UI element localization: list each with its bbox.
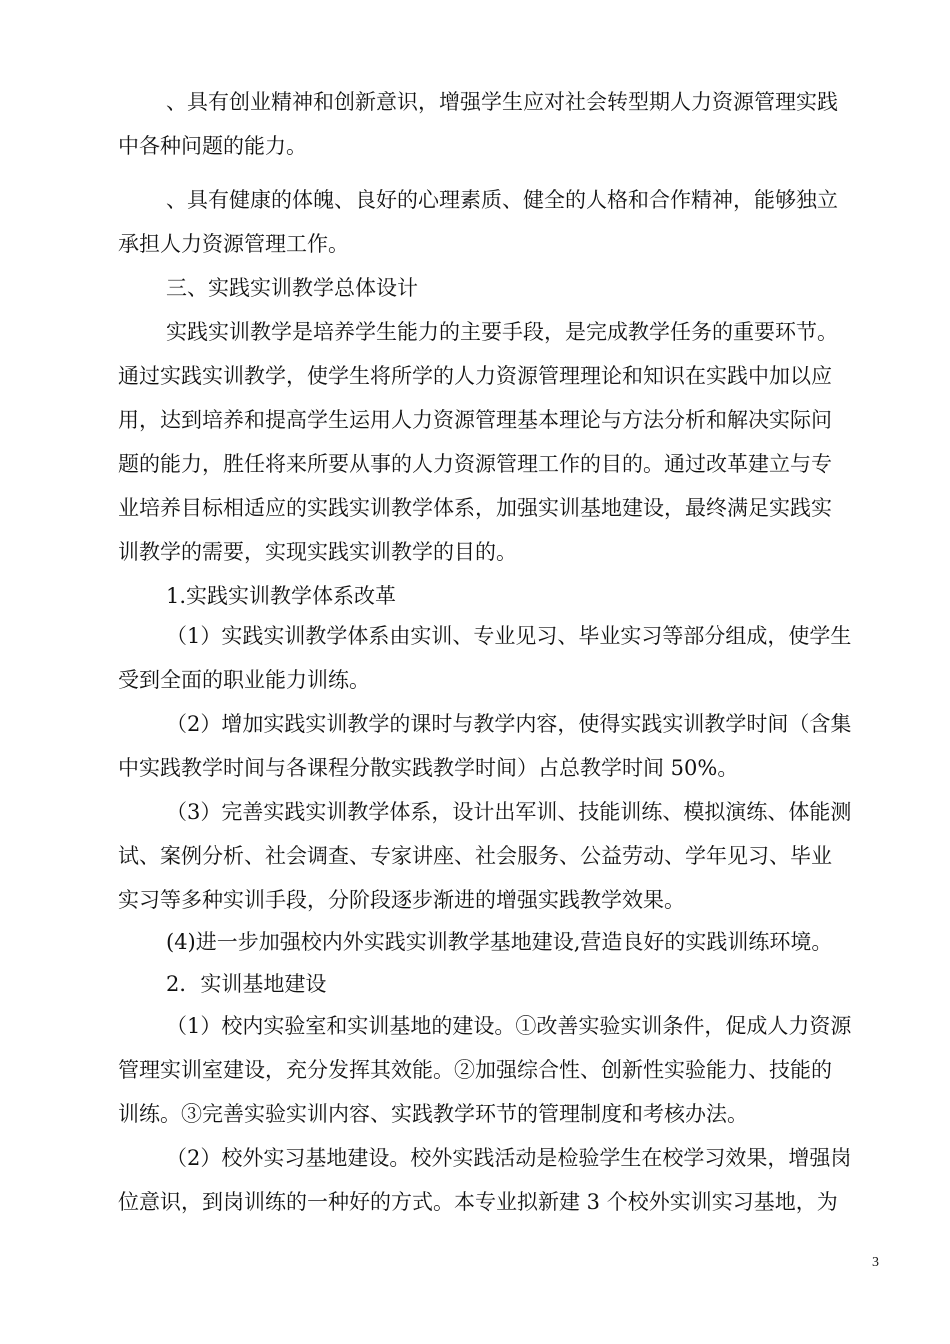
- paragraph-item-2: [118, 702, 888, 790]
- text-line: 中实践教学时间与各课程分散实践教学时间）占总教学时间 50%。: [118, 756, 739, 780]
- text-line: 三、实践实训教学总体设计: [166, 276, 418, 300]
- text-line: (4)进一步加强校内外实践实训教学基地建设,营造良好的实践训练环境。: [166, 930, 833, 954]
- text-line: 通过实践实训教学，使学生将所学的人力资源管理理论和知识在实践中加以应: [118, 364, 832, 388]
- paragraph-item-1: [118, 614, 888, 702]
- text-line: 受到全面的职业能力训练。: [118, 668, 370, 692]
- paragraph-item-4: [118, 920, 888, 964]
- paragraph-overview: [118, 310, 888, 574]
- text-line: 实践实训教学是培养学生能力的主要手段，是完成教学任务的重要环节。: [166, 320, 838, 344]
- text-line: 用，达到培养和提高学生运用人力资源管理基本理论与方法分析和解决实际问: [118, 408, 832, 432]
- paragraph-campus-lab: [118, 1004, 888, 1136]
- paragraph-offcampus-base: [118, 1136, 888, 1224]
- text-line: 试、案例分析、社会调查、专家讲座、社会服务、公益劳动、学年见习、毕业: [118, 844, 832, 868]
- paragraph-innovation: [118, 80, 888, 168]
- text-line: 中各种问题的能力。: [118, 134, 307, 158]
- text-line: 管理实训室建设，充分发挥其效能。②加强综合性、创新性实验能力、技能的: [118, 1058, 832, 1082]
- text-line: 1.实践实训教学体系改革: [166, 584, 397, 608]
- text-line: （3）完善实践实训教学体系，设计出军训、技能训练、模拟演练、体能测: [166, 800, 852, 824]
- text-line: 实习等多种实训手段，分阶段逐步渐进的增强实践教学效果。: [118, 888, 685, 912]
- text-line: （2）增加实践实训教学的课时与教学内容，使得实践实训教学时间（含集: [166, 712, 852, 736]
- text-line: （1）实践实训教学体系由实训、专业见习、毕业实习等部分组成，使学生: [166, 624, 852, 648]
- page-number: 3: [872, 1255, 879, 1270]
- text-line: 、具有健康的体魄、良好的心理素质、健全的人格和合作精神，能够独立: [166, 188, 838, 212]
- subheading-1: [118, 574, 888, 618]
- text-line: 题的能力，胜任将来所要从事的人力资源管理工作的目的。通过改革建立与专: [118, 452, 832, 476]
- paragraph-health: [118, 178, 888, 266]
- section-heading-3: [118, 266, 888, 310]
- text-line: 承担人力资源管理工作。: [118, 232, 349, 256]
- text-line: （2）校外实习基地建设。校外实践活动是检验学生在校学习效果，增强岗: [166, 1146, 852, 1170]
- text-line: 训练。③完善实验实训内容、实践教学环节的管理制度和考核办法。: [118, 1102, 748, 1126]
- text-line: （1）校内实验室和实训基地的建设。①改善实验实训条件，促成人力资源: [166, 1014, 852, 1038]
- text-line: 、具有创业精神和创新意识，增强学生应对社会转型期人力资源管理实践: [166, 90, 838, 114]
- text-line: 位意识，到岗训练的一种好的方式。本专业拟新建 3 个校外实训实习基地，为: [118, 1190, 838, 1214]
- text-line: 2．实训基地建设: [166, 972, 327, 996]
- text-line: 训教学的需要，实现实践实训教学的目的。: [118, 540, 517, 564]
- text-line: 业培养目标相适应的实践实训教学体系，加强实训基地建设，最终满足实践实: [118, 496, 832, 520]
- subheading-2: [118, 962, 888, 1006]
- paragraph-item-3: [118, 790, 888, 922]
